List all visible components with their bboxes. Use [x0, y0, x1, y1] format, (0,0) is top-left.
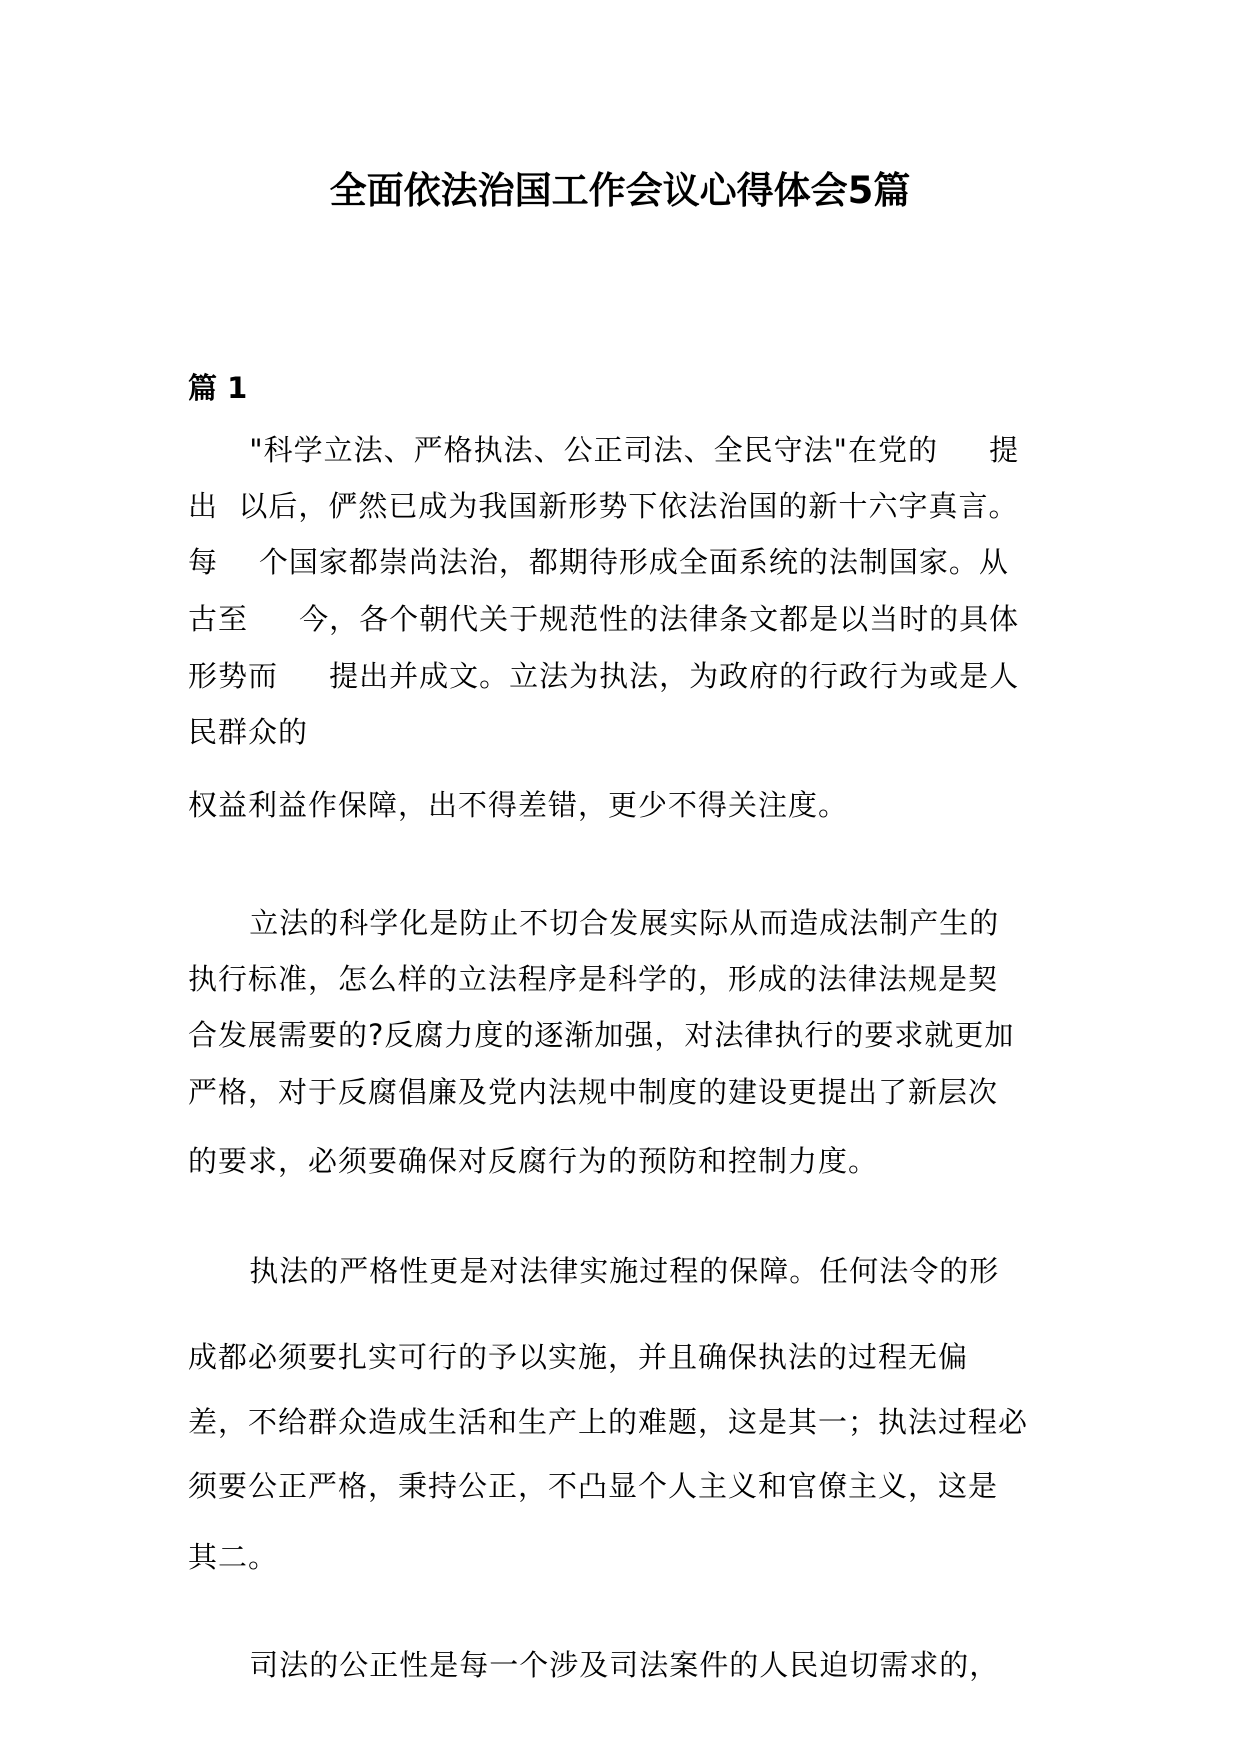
body-text-line: 古至 今，各个朝代关于规范性的法律条文都是以当时的具体 [188, 602, 1020, 636]
body-text-line: 其二。 [188, 1540, 279, 1574]
body-text-line: 的要求，必须要确保对反腐行为的预防和控制力度。 [188, 1144, 879, 1178]
body-text-line: 权益利益作保障，出不得差错，更少不得关注度。 [188, 788, 849, 822]
body-text-line: 合发展需要的?反腐力度的逐渐加强，对法律执行的要求就更加 [188, 1018, 1015, 1052]
body-text-line: 须要公正严格，秉持公正，不凸显个人主义和官僚主义，这是 [188, 1469, 999, 1503]
document-title: 全面依法治国工作会议心得体会5篇 [329, 169, 911, 212]
section-heading: 篇 1 [188, 371, 248, 405]
body-text-line: 执行标准，怎么样的立法程序是科学的，形成的法律法规是契 [188, 962, 999, 996]
body-text-line: "科学立法、严格执法、公正司法、全民守法"在党的 提 [188, 433, 1020, 467]
body-text-line: 每 个国家都崇尚法治，都期待形成全面系统的法制国家。从 [188, 545, 1009, 579]
body-text-line: 司法的公正性是每一个涉及司法案件的人民迫切需求的， [188, 1648, 1000, 1682]
body-text-line: 成都必须要扎实可行的予以实施，并且确保执法的过程无偏 [188, 1340, 969, 1374]
body-text-line: 形势而 提出并成文。立法为执法，为政府的行政行为或是人 [188, 659, 1020, 693]
body-text-line: 差，不给群众造成生活和生产上的难题，这是其一；执法过程必 [188, 1405, 1029, 1439]
body-text-line: 民群众的 [188, 715, 309, 749]
body-text-line: 严格，对于反腐倡廉及党内法规中制度的建设更提出了新层次 [188, 1075, 999, 1109]
body-text-line: 出 以后，俨然已成为我国新形势下依法治国的新十六字真言。 [188, 489, 1019, 523]
body-text-line: 执法的严格性更是对法律实施过程的保障。任何法令的形 [188, 1254, 1000, 1288]
body-text-line: 立法的科学化是防止不切合发展实际从而造成法制产生的 [188, 906, 1000, 940]
